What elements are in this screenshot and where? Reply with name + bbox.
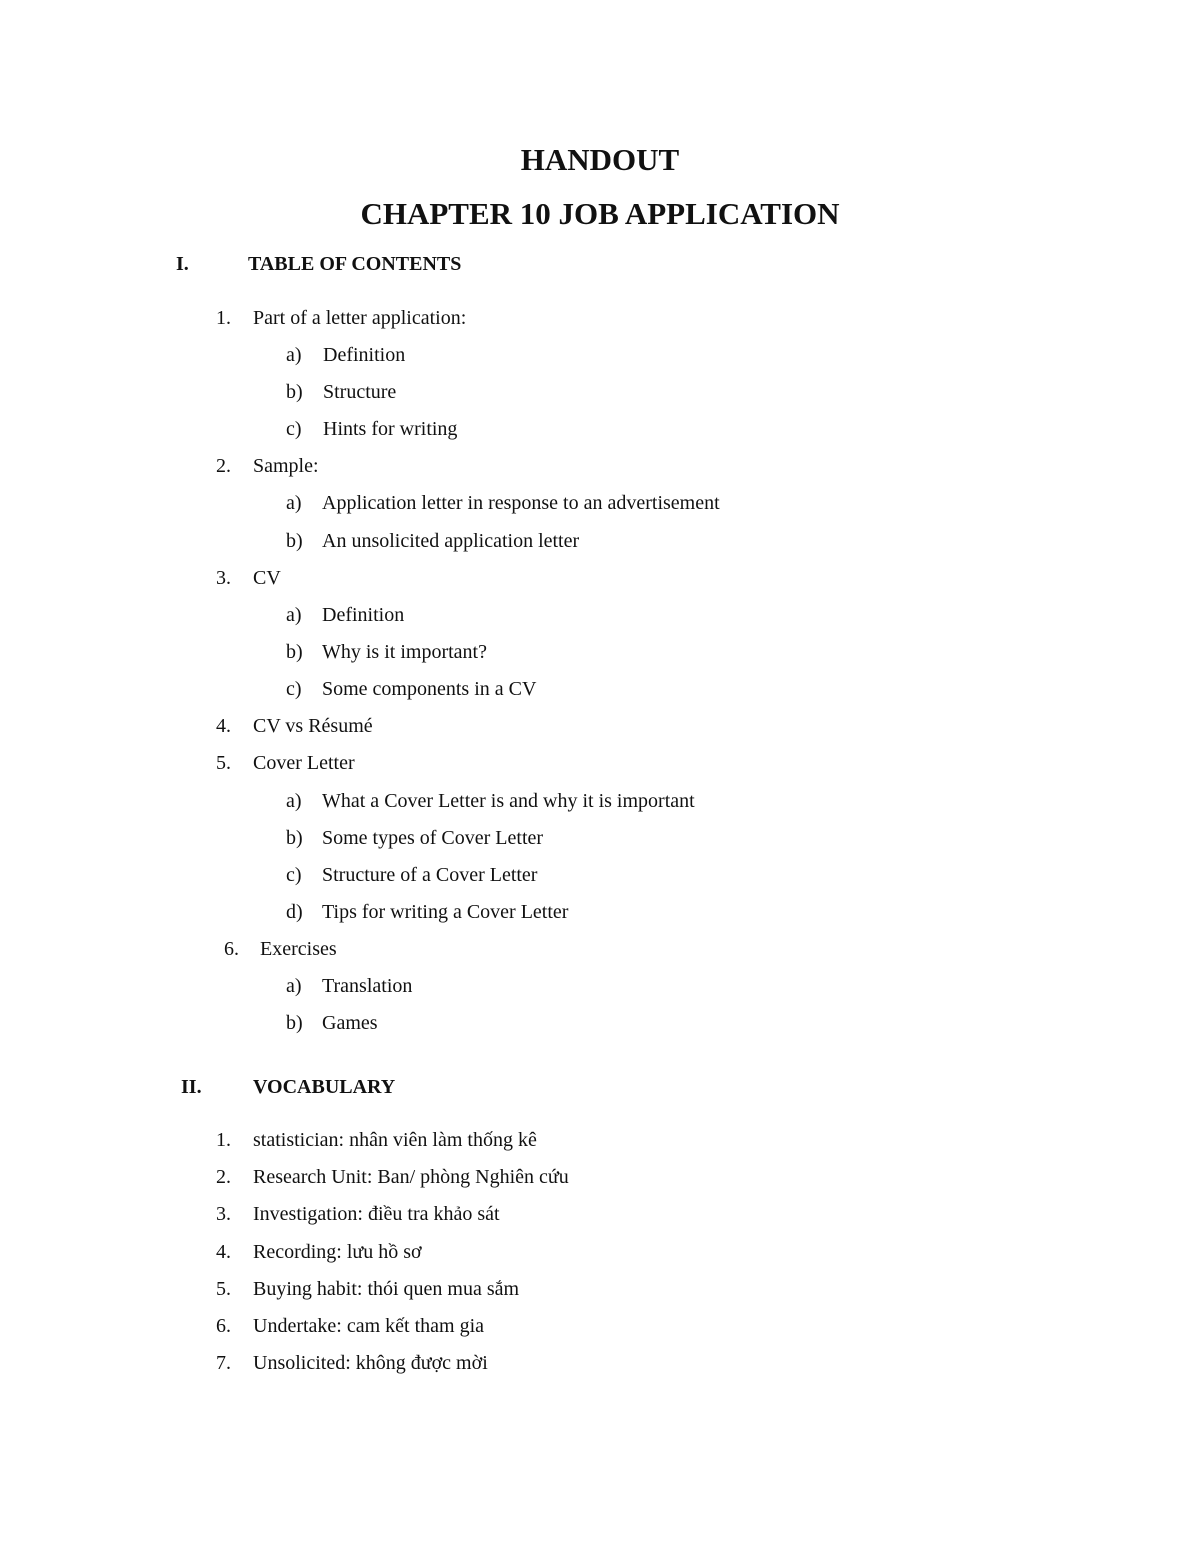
item-number: 5. — [216, 752, 231, 774]
section-heading: TABLE OF CONTENTS — [248, 253, 462, 275]
chapter-title: CHAPTER 10 JOB APPLICATION — [360, 196, 840, 231]
item-letter: b) — [286, 530, 303, 552]
item-text: Part of a letter application: — [253, 307, 467, 329]
item-number: 3. — [216, 567, 231, 589]
item-letter: a) — [286, 975, 302, 997]
page-title: HANDOUT — [520, 142, 680, 177]
item-number: 4. — [216, 1241, 231, 1263]
item-text: Definition — [323, 344, 406, 366]
item-number: 6. — [216, 1315, 231, 1337]
section-heading: VOCABULARY — [253, 1076, 396, 1098]
item-letter: c) — [286, 864, 302, 886]
item-text: statistician: nhân viên làm thống kê — [253, 1129, 537, 1151]
item-letter: a) — [286, 492, 302, 514]
item-number: 3. — [216, 1203, 231, 1225]
item-text: Translation — [322, 975, 413, 997]
item-number: 5. — [216, 1278, 231, 1300]
item-text: Hints for writing — [323, 418, 458, 440]
item-number: 1. — [216, 1129, 231, 1151]
item-number: 7. — [216, 1352, 231, 1374]
item-text: Undertake: cam kết tham gia — [253, 1315, 485, 1337]
item-number: 2. — [216, 455, 231, 477]
item-text: Investigation: điều tra khảo sát — [253, 1203, 500, 1225]
item-letter: a) — [286, 344, 302, 366]
item-text: Research Unit: Ban/ phòng Nghiên cứu — [253, 1166, 569, 1188]
item-text: Structure — [323, 381, 397, 403]
item-letter: b) — [286, 1012, 303, 1034]
item-text: Unsolicited: không được mời — [253, 1352, 488, 1374]
item-number: 6. — [224, 938, 239, 960]
item-letter: b) — [286, 827, 303, 849]
item-text: Recording: lưu hồ sơ — [253, 1241, 422, 1263]
section-numeral: II. — [181, 1076, 202, 1098]
item-text: Sample: — [253, 455, 319, 477]
item-letter: b) — [286, 641, 303, 663]
item-text: CV vs Résumé — [253, 715, 373, 737]
item-letter: a) — [286, 790, 302, 812]
item-text: Tips for writing a Cover Letter — [322, 901, 569, 923]
item-text: Definition — [322, 604, 405, 626]
item-letter: b) — [286, 381, 303, 403]
item-text: What a Cover Letter is and why it is important — [322, 790, 695, 812]
item-text: Some types of Cover Letter — [322, 827, 544, 849]
item-number: 4. — [216, 715, 231, 737]
item-text: Exercises — [260, 938, 337, 960]
item-text: CV — [253, 567, 281, 589]
item-text: Why is it important? — [322, 641, 487, 663]
item-text: Buying habit: thói quen mua sắm — [253, 1278, 520, 1300]
item-letter: a) — [286, 604, 302, 626]
item-number: 1. — [216, 307, 231, 329]
item-text: Some components in a CV — [322, 678, 537, 700]
item-letter: c) — [286, 678, 302, 700]
item-text: Structure of a Cover Letter — [322, 864, 538, 886]
item-number: 2. — [216, 1166, 231, 1188]
item-letter: d) — [286, 901, 303, 923]
item-letter: c) — [286, 418, 302, 440]
item-text: An unsolicited application letter — [322, 530, 580, 552]
item-text: Application letter in response to an advertisement — [322, 492, 720, 514]
item-text: Cover Letter — [253, 752, 355, 774]
item-text: Games — [322, 1012, 378, 1034]
section-numeral: I. — [176, 253, 189, 275]
